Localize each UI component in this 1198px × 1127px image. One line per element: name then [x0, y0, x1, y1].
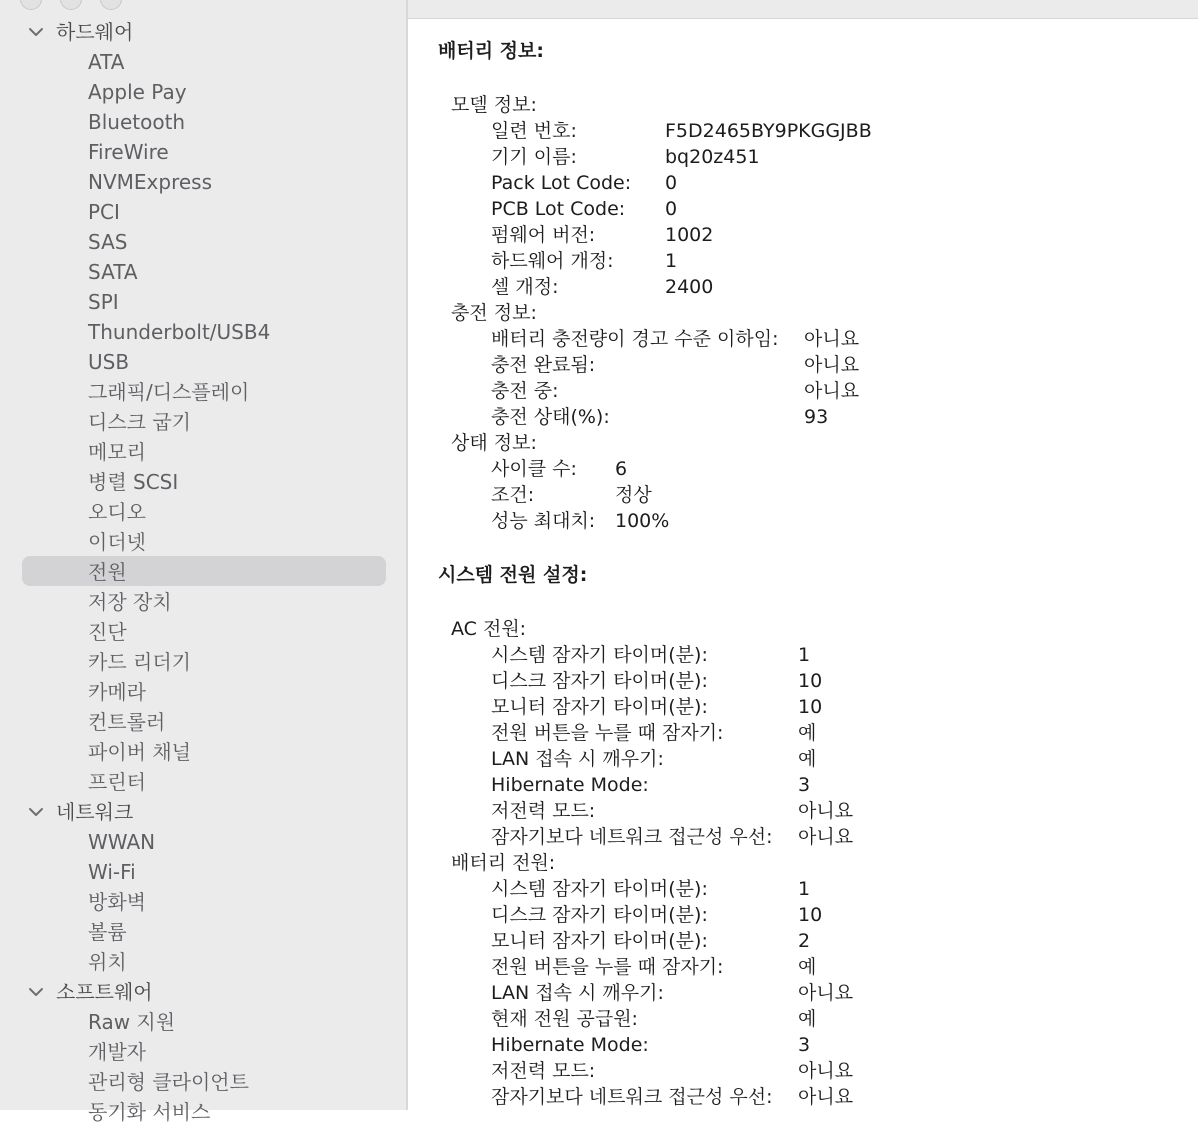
sidebar-item[interactable]: WWAN [88, 830, 156, 854]
sidebar-group-label: 네트워크 [56, 800, 134, 824]
sidebar-item[interactable]: Thunderbolt/USB4 [88, 320, 271, 344]
property-value: 1 [798, 878, 811, 900]
property-value: 3 [798, 1034, 811, 1056]
sidebar-item[interactable]: PCI [88, 200, 120, 224]
sidebar-item[interactable]: 파이버 채널 [88, 740, 191, 764]
property-key: 일련 번호: [491, 120, 577, 142]
section-title-power-settings: 시스템 전원 설정: [438, 564, 588, 586]
property-value: 10 [798, 696, 823, 718]
property-value: 아니요 [804, 328, 860, 350]
property-key: Hibernate Mode: [491, 1034, 649, 1056]
property-value: 아니요 [804, 354, 860, 376]
property-value: 아니요 [798, 1086, 854, 1108]
property-key: 잠자기보다 네트워크 접근성 우선: [491, 1086, 773, 1108]
sidebar-selection-highlight [22, 556, 386, 586]
sidebar-item[interactable]: 동기화 서비스 [88, 1100, 211, 1124]
property-key: 사이클 수: [491, 458, 577, 480]
chevron-down-icon[interactable] [28, 977, 48, 1007]
property-value: 아니요 [798, 1060, 854, 1082]
property-value: bq20z451 [665, 146, 760, 168]
property-value: 1 [665, 250, 678, 272]
minimize-window-button[interactable] [60, 0, 82, 10]
sidebar-item[interactable]: 오디오 [88, 500, 146, 524]
chevron-down-icon[interactable] [28, 797, 48, 827]
property-value: 예 [798, 1008, 817, 1030]
sidebar-item[interactable]: SATA [88, 260, 138, 284]
sidebar-item[interactable]: 병렬 SCSI [88, 470, 179, 494]
property-value: 0 [665, 198, 678, 220]
property-value: 100% [615, 510, 670, 532]
property-key: 충전 완료됨: [491, 354, 596, 376]
sidebar-item[interactable]: NVMExpress [88, 170, 212, 194]
property-value: 예 [798, 956, 817, 978]
property-value: 2400 [665, 276, 714, 298]
sidebar-group[interactable] [28, 977, 153, 1007]
sidebar-item[interactable]: 진단 [88, 620, 127, 644]
property-key: 현재 전원 공급원: [491, 1008, 638, 1030]
sidebar-group[interactable] [28, 797, 133, 827]
property-value: 10 [798, 670, 823, 692]
sidebar-item[interactable]: 카드 리더기 [88, 650, 191, 674]
property-key: 충전 상태(%): [491, 406, 610, 428]
sidebar-item[interactable]: SAS [88, 230, 128, 254]
chevron-down-icon[interactable] [28, 17, 48, 47]
sidebar-item[interactable]: USB [88, 350, 130, 374]
property-key: PCB Lot Code: [491, 198, 626, 220]
sidebar-item[interactable]: Wi-Fi [88, 860, 136, 884]
property-value: 6 [615, 458, 628, 480]
property-key: 펌웨어 버전: [491, 224, 596, 246]
property-key: 디스크 잠자기 타이머(분): [491, 670, 708, 692]
sidebar-group-label: 소프트웨어 [56, 980, 153, 1004]
zoom-window-button[interactable] [100, 0, 122, 10]
property-value: 아니요 [798, 826, 854, 848]
property-value: 예 [798, 748, 817, 770]
property-key: 시스템 잠자기 타이머(분): [491, 878, 708, 900]
sidebar-item[interactable]: 볼륨 [88, 920, 127, 944]
sidebar-item[interactable]: 디스크 굽기 [88, 410, 191, 434]
sidebar-item[interactable]: 전원 [88, 560, 127, 584]
sidebar [0, 0, 408, 1124]
property-value: 10 [798, 904, 823, 926]
property-key: 잠자기보다 네트워크 접근성 우선: [491, 826, 773, 848]
property-value: 아니요 [804, 380, 860, 402]
sidebar-item[interactable]: 그래픽/디스플레이 [88, 380, 250, 404]
sidebar-item[interactable]: FireWire [88, 140, 169, 164]
property-key: 시스템 잠자기 타이머(분): [491, 644, 708, 666]
sidebar-group-label: 하드웨어 [56, 20, 134, 44]
property-key: Hibernate Mode: [491, 774, 649, 796]
property-key: 하드웨어 개정: [491, 250, 614, 272]
sidebar-item[interactable]: 카메라 [88, 680, 146, 704]
property-value: 1002 [665, 224, 714, 246]
property-key: 조건: [491, 484, 535, 506]
sidebar-item[interactable]: 관리형 클라이언트 [88, 1070, 249, 1094]
content-header [408, 0, 1198, 19]
close-window-button[interactable] [20, 0, 42, 10]
sidebar-item[interactable]: 위치 [88, 950, 127, 974]
group-title: 상태 정보: [451, 432, 537, 454]
content-panel [408, 19, 1198, 1110]
sidebar-item[interactable]: 프린터 [88, 770, 146, 794]
sidebar-item[interactable]: 이더넷 [88, 530, 146, 554]
group-title: 배터리 전원: [451, 852, 556, 874]
property-value: 93 [804, 406, 829, 428]
property-value: 아니요 [798, 800, 854, 822]
property-value: F5D2465BY9PKGGJBB [665, 120, 872, 142]
property-key: 전원 버튼을 누를 때 잠자기: [491, 722, 724, 744]
property-key: LAN 접속 시 깨우기: [491, 748, 664, 770]
property-key: 배터리 충전량이 경고 수준 이하임: [491, 328, 779, 350]
property-key: 모니터 잠자기 타이머(분): [491, 696, 708, 718]
property-value: 예 [798, 722, 817, 744]
group-title: AC 전원: [451, 618, 527, 640]
property-key: 충전 중: [491, 380, 559, 402]
property-key: 모니터 잠자기 타이머(분): [491, 930, 708, 952]
property-value: 아니요 [798, 982, 854, 1004]
property-key: 디스크 잠자기 타이머(분): [491, 904, 708, 926]
property-value: 2 [798, 930, 811, 952]
sidebar-group[interactable] [28, 17, 133, 47]
property-key: Pack Lot Code: [491, 172, 632, 194]
property-key: 저전력 모드: [491, 1060, 596, 1082]
sidebar-item[interactable]: Bluetooth [88, 110, 186, 134]
group-title: 충전 정보: [451, 302, 537, 324]
sidebar-item[interactable]: 컨트롤러 [88, 710, 166, 734]
property-value: 0 [665, 172, 678, 194]
sidebar-item[interactable]: 개발자 [88, 1040, 146, 1064]
sidebar-item[interactable]: Apple Pay [88, 80, 187, 104]
property-value: 정상 [615, 484, 652, 506]
sidebar-item[interactable]: Raw 지원 [88, 1010, 176, 1034]
sidebar-item[interactable]: 방화벽 [88, 890, 146, 914]
property-value: 3 [798, 774, 811, 796]
sidebar-item[interactable]: ATA [88, 50, 125, 74]
sidebar-item[interactable]: 메모리 [88, 440, 146, 464]
sidebar-item[interactable]: SPI [88, 290, 119, 314]
property-value: 1 [798, 644, 811, 666]
property-key: 셀 개정: [491, 276, 559, 298]
section-title-battery-info: 배터리 정보: [438, 40, 544, 62]
property-key: 성능 최대치: [491, 510, 596, 532]
group-title: 모델 정보: [451, 94, 537, 116]
property-key: 전원 버튼을 누를 때 잠자기: [491, 956, 724, 978]
property-key: 저전력 모드: [491, 800, 596, 822]
property-key: 기기 이름: [491, 146, 577, 168]
property-key: LAN 접속 시 깨우기: [491, 982, 664, 1004]
sidebar-item[interactable]: 저장 장치 [88, 590, 172, 614]
